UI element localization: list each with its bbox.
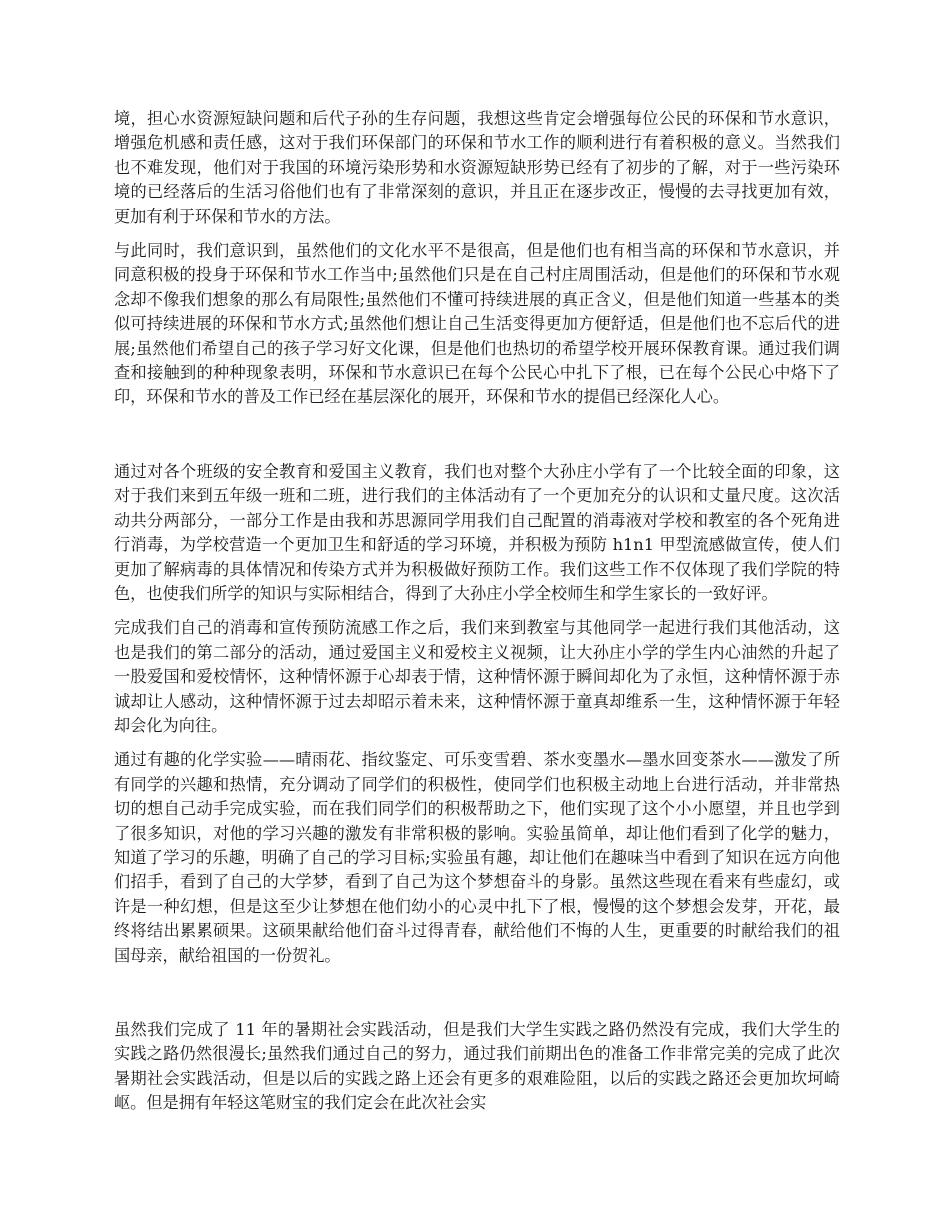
document-page: [114, 107, 840, 1126]
paragraph-6: 虽然我们完成了 11 年的暑期社会实践活动，但是我们大学生实践之路仍然没有完成，我们大学生的实践之路仍然很漫长;虽然我们通过自己的努力，通过我们前期出色的准备工作非常完美的完成了此次暑期社会实践活动，但是以后的实践之路上还会有更多的艰难险阻，以后的实践之路还会更加坎坷崎岖。但是拥有年轻这笔财宝的我们定会在此次社会实: [114, 1020, 840, 1113]
paragraph-4: 完成我们自己的消毒和宣传预防流感工作之后，我们来到教室与其他同学一起进行我们其他活动，这也是我们的第二部分的活动，通过爱国主义和爱校主义视频，让大孙庄小学的学生内心油然的升起了一股爱国和爱校情怀，这种情怀源于心却表于情，这种情怀源于瞬间却化为了永恒，这种情怀源于赤诚却让人感动，这种情怀源于过去却昭示着未来，这种情怀源于童真却维系一生，这种情怀源于年轻却会化为向往。: [114, 618, 840, 735]
paragraph-5: 通过有趣的化学实验——晴雨花、指纹鉴定、可乐变雪碧、茶水变墨水—墨水回变茶水——激发了所有同学的兴趣和热情，充分调动了同学们的积极性，使同学们也积极主动地上台进行活动，并非常热切的想自己动手完成实验，而在我们同学们的积极帮助之下，他们实现了这个小小愿望，并且也学到了很多知识，对他的学习兴趣的激发有非常积极的影响。实验虽简单，却让他们看到了化学的魅力，知道了学习的乐趣，明确了自己的学习目标;实验虽有趣，却让他们在趣味当中看到了知识在远方向他们招手，看到了自己的大学梦，看到了自己为这个梦想奋斗的身影。虽然这些现在看来有些虚幻，或许是一种幻想，但是这至少让梦想在他们幼小的心灵中扎下了根，慢慢的这个梦想会发芽，开花，最终将结出累累硕果。这硕果献给他们奋斗过得青春，献给他们不悔的人生，更重要的时献给我们的祖国母亲，献给祖国的一份贺礼。: [114, 750, 840, 965]
paragraph-2: 与此同时，我们意识到，虽然他们的文化水平不是很高，但是他们也有相当高的环保和节水意识，并同意积极的投身于环保和节水工作当中;虽然他们只是在自己村庄周围活动，但是他们的环保和节水观念却不像我们想象的那么有局限性;虽然他们不懂可持续进展的真正含义，但是他们知道一些基本的类似可持续进展的环保和节水方式;虽然他们想让自己生活变得更加方便舒适，但是他们也不忘后代的进展;虽然他们希望自己的孩子学习好文化课，但是他们也热切的希望学校开展环保教育课。通过我们调查和接触到的种种现象表明，环保和节水意识已在每个公民心中扎下了根，已在每个公民心中烙下了印，环保和节水的普及工作已经在基层深化的展开，环保和节水的提倡已经深化人心。: [114, 241, 840, 407]
paragraph-1: 境，担心水资源短缺问题和后代子孙的生存问题，我想这些肯定会增强每位公民的环保和节水意识，增强危机感和责任感，这对于我们环保部门的环保和节水工作的顺利进行有着积极的意义。当然我们也不难发现，他们对于我国的环境污染形势和水资源短缺形势已经有了初步的了解，对于一些污染环境的已经落后的生活习俗他们也有了非常深刻的意识，并且正在逐步改正，慢慢的去寻找更加有效，更加有利于环保和节水的方法。: [114, 109, 840, 226]
section-gap: [114, 978, 840, 1018]
paragraph-3: 通过对各个班级的安全教育和爱国主义教育，我们也对整个大孙庄小学有了一个比较全面的印象，这对于我们来到五年级一班和二班，进行我们的主体活动有了一个更加充分的认识和丈量尺度。这次活动共分两部分，一部分工作是由我和苏思源同学用我们自己配置的消毒液对学校和教室的各个死角进行消毒，为学校营造一个更加卫生和舒适的学习环境，并积极为预防 h1n1 甲型流感做宣传，使人们更加了解病毒的具体情况和传染方式并为积极做好预防工作。我们这些工作不仅体现了我们学院的特色，也使我们所学的知识与实际相结合，得到了大孙庄小学全校师生和学生家长的一致好评。: [114, 461, 840, 603]
section-gap: [114, 420, 840, 460]
